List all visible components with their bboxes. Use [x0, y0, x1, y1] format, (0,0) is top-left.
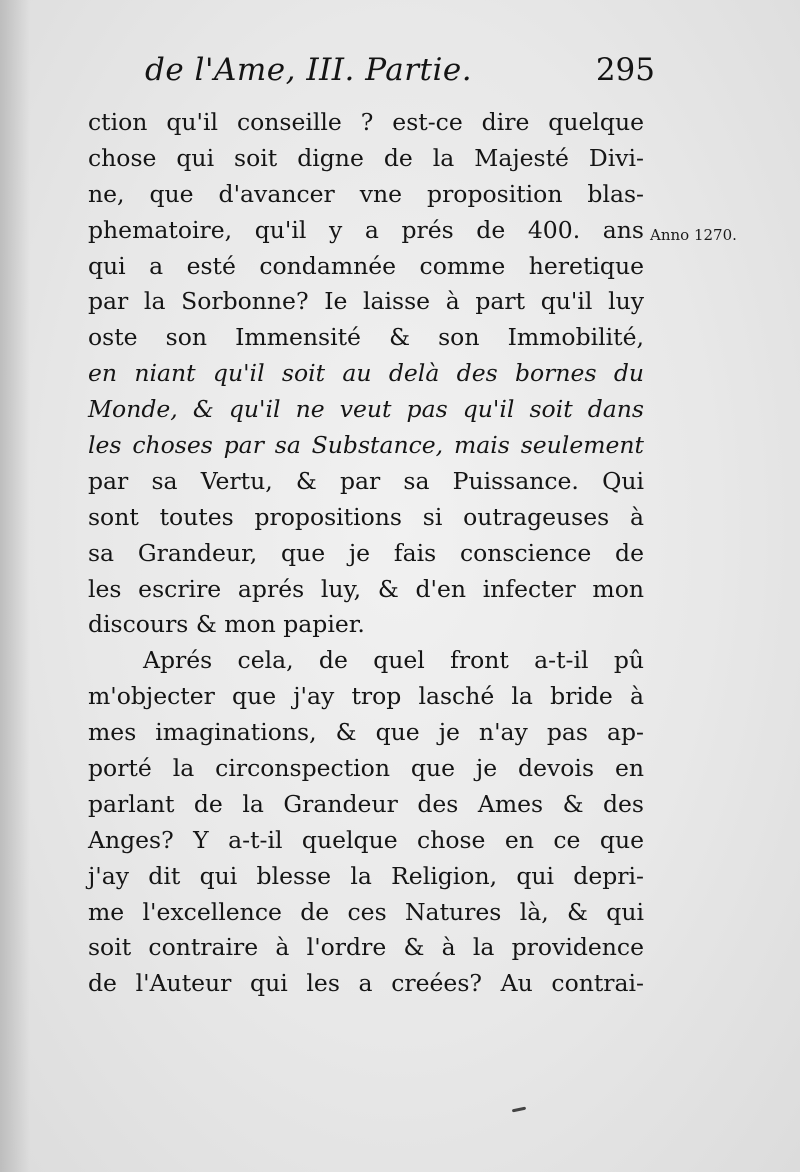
page-number: 295 [595, 52, 655, 88]
italic-text-line: en niant qu'il soit au delà des bornes du [88, 359, 644, 388]
text-line: qui a esté condamnée comme heretique [88, 251, 644, 280]
text-line: parlant de la Grandeur des Ames & des [88, 789, 644, 818]
italic-text-line: Monde, & qu'il ne veut pas qu'il soit dans [88, 395, 644, 424]
text-line: oste son Immensité & son Immobilité, [88, 323, 644, 352]
text-line: chose qui soit digne de la Majesté Divi- [88, 143, 644, 172]
body-text [88, 105, 644, 1002]
text-line: ction qu'il conseille ? est-ce dire quelque [88, 108, 644, 136]
page-header [145, 52, 655, 102]
margin-note: Anno 1270. [650, 226, 737, 244]
ink-speck [512, 1107, 526, 1113]
italic-text-line: les choses par sa Substance, mais seulement [88, 431, 644, 460]
text-line: j'ay dit qui blesse la Religion, qui depri- [88, 861, 644, 890]
text-line: porté la circonspection que je devois en [88, 754, 644, 783]
text-line: m'objecter que j'ay trop lasché la bride à [88, 682, 644, 711]
text-line: Anges? Y a-t-il quelque chose en ce que [88, 825, 644, 854]
text-line: me l'excellence de ces Natures là, & qui [88, 897, 644, 926]
paragraph-start-line: Aprés cela, de quel front a-t-il pû [143, 646, 644, 675]
text-line: par la Sorbonne? Ie laisse à part qu'il luy [88, 287, 644, 316]
text-line: de l'Auteur qui les a creées? Au contrai- [88, 969, 644, 998]
running-head: de l'Ame, III. Partie. [145, 52, 473, 88]
text-line: les escrire aprés luy, & d'en infecter mon [88, 574, 644, 603]
text-line: ne, que d'avancer vne proposition blas- [88, 179, 644, 208]
text-line: par sa Vertu, & par sa Puissance. Qui [88, 466, 644, 495]
text-line: mes imaginations, & que je n'ay pas ap- [88, 718, 644, 747]
text-line: sont toutes propositions si outrageuses à [88, 502, 644, 531]
text-line: soit contraire à l'ordre & à la providence [88, 933, 644, 962]
binding-shadow [0, 0, 30, 1172]
text-line: discours & mon papier. [88, 610, 365, 639]
text-line: phematoire, qu'il y a prés de 400. ans [88, 215, 644, 244]
text-line: sa Grandeur, que je fais conscience de [88, 538, 644, 567]
